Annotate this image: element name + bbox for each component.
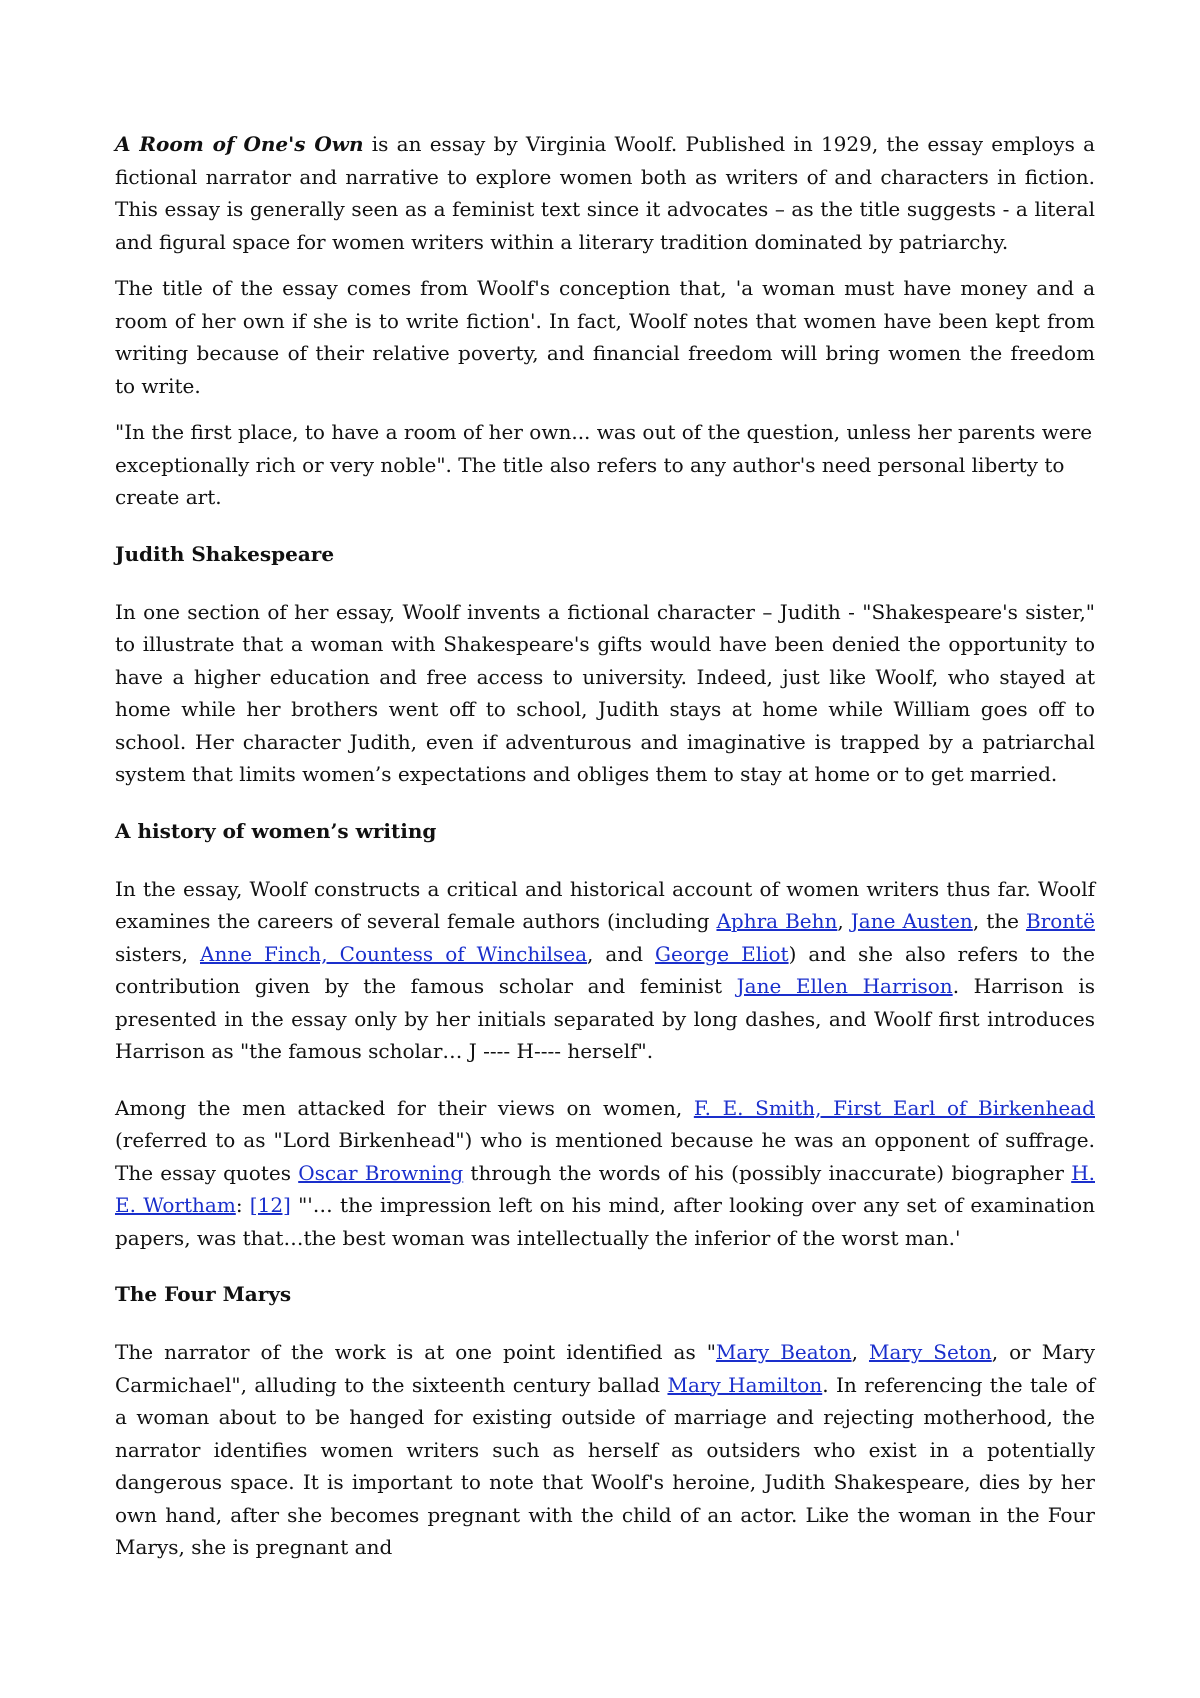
link-fe-smith[interactable]: F. E. Smith, First Earl of Birkenhead bbox=[693, 1095, 1095, 1120]
link-mary-seton[interactable]: Mary Seton bbox=[868, 1340, 992, 1364]
link-mary-hamilton[interactable]: Mary Hamilton bbox=[667, 1372, 823, 1397]
paragraph-title-origin: The title of the essay comes from Woolf's conception that, 'a woman must have money and a room of her own if she is to write fiction'. In fact, Woolf notes that women have been kept from writing because of their relative poverty, and financial freedom will bring women the freedom to write. bbox=[115, 276, 1095, 398]
paragraph-quote: "In the first place, to have a room of her own... was out of the question, unless her parents were exceptionally rich or very noble". The title also refers to any author's need personal liberty to create art. bbox=[115, 420, 1093, 509]
text-run: , or Mary Carmichael", alluding to the sixteenth century ballad bbox=[115, 1340, 1095, 1397]
link-he-wortham[interactable]: H. E. Wortham bbox=[115, 1160, 1095, 1217]
paragraph-intro bbox=[115, 128, 1095, 258]
link-jane-austen[interactable]: Jane Austen bbox=[850, 909, 973, 933]
paragraph-history bbox=[115, 873, 1095, 1068]
text-run: (referred to as "Lord Birkenhead") who is mentioned because he was an opponent of suffrage. The essay quotes bbox=[115, 1128, 1095, 1185]
heading-history-womens-writing: A history of women’s writing bbox=[115, 818, 437, 843]
text-run: , and bbox=[587, 941, 656, 966]
text-run: , bbox=[851, 1340, 869, 1364]
paragraph-judith: In one section of her essay, Woolf invents a fictional character – Judith - "Shakespeare's sister," to illustrate that a woman with Shakespeare's gifts would have been denied the opportunity to have a higher education and free access to university. Indeed, just like Woolf, who stayed at home while her brothers went off to school, Judith stays at home while William goes off to school. Her character Judith, even if adventurous and imaginative is trapped by a patriarchal system that limits women’s expectations and obliges them to stay at home or to get married. bbox=[115, 599, 1095, 786]
heading-judith-shakespeare: Judith Shakespeare bbox=[115, 541, 335, 566]
link-bronte[interactable]: Brontë bbox=[1025, 909, 1096, 933]
text-run: "'… the impression left on his mind, after looking over any set of examination papers, was that…the best woman was intellectually the inferior of the worst man.' bbox=[115, 1193, 1095, 1250]
document-page bbox=[115, 128, 1095, 1578]
text-run: In the essay, Woolf constructs a critical and historical account of women writers thus far. Woolf examines the careers of several female authors (including bbox=[115, 876, 1095, 933]
text-run: Among the men attacked for their views on women, bbox=[115, 1095, 694, 1120]
link-oscar-browning[interactable]: Oscar Browning bbox=[298, 1160, 464, 1185]
link-aphra-behn[interactable]: Aphra Behn bbox=[716, 909, 838, 933]
link-george-eliot[interactable]: George Eliot bbox=[655, 941, 789, 966]
text-run: , the bbox=[972, 909, 1026, 933]
heading-four-marys: The Four Marys bbox=[115, 1282, 292, 1306]
text-run: . In referencing the tale of a woman about to be hanged for existing outside of marriage and rejecting motherhood, the narrator identifies women writers such as herself as outsiders who exist in a potentially dangerous space. It is important to note that Woolf's heroine, Judith Shakespeare, dies by her own hand, after she becomes pregnant with the child of an actor. Like the woman in the Four Marys, she is pregnant and bbox=[115, 1372, 1095, 1559]
essay-title: A Room of One's Own bbox=[115, 132, 364, 156]
text-run: ) and she also refers to the contribution given by the famous scholar and feminist bbox=[115, 941, 1095, 998]
link-anne-finch[interactable]: Anne Finch, Countess of Winchilsea bbox=[200, 941, 588, 966]
link-jane-ellen-harrison[interactable]: Jane Ellen Harrison bbox=[736, 974, 953, 998]
link-citation-12[interactable]: [12] bbox=[249, 1193, 291, 1217]
text-run: The narrator of the work is at one point identified as " bbox=[115, 1340, 716, 1364]
paragraph-four-marys bbox=[115, 1336, 1095, 1564]
text-run: . Harrison is presented in the essay only by her initials separated by long dashes, and Woolf first introduces Harrison as "the famous scholar… J ---- H---- herself". bbox=[115, 974, 1095, 1063]
text-run: sisters, bbox=[115, 941, 200, 966]
link-mary-beaton[interactable]: Mary Beaton bbox=[715, 1340, 852, 1364]
paragraph-men-attacked bbox=[115, 1092, 1095, 1255]
paragraph-intro-text: is an essay by Virginia Woolf. Published in 1929, the essay employs a fictional narrator and narrative to explore women both as writers of and characters in fiction. This essay is generally seen as a feminist text since it advocates – as the title suggests - a literal and figural space for women writers within a literary tradition dominated by patriarchy. bbox=[115, 132, 1095, 254]
text-run: , bbox=[837, 909, 851, 933]
text-run: : bbox=[235, 1193, 250, 1217]
text-run: through the words of his (possibly inaccurate) biographer bbox=[463, 1160, 1072, 1185]
